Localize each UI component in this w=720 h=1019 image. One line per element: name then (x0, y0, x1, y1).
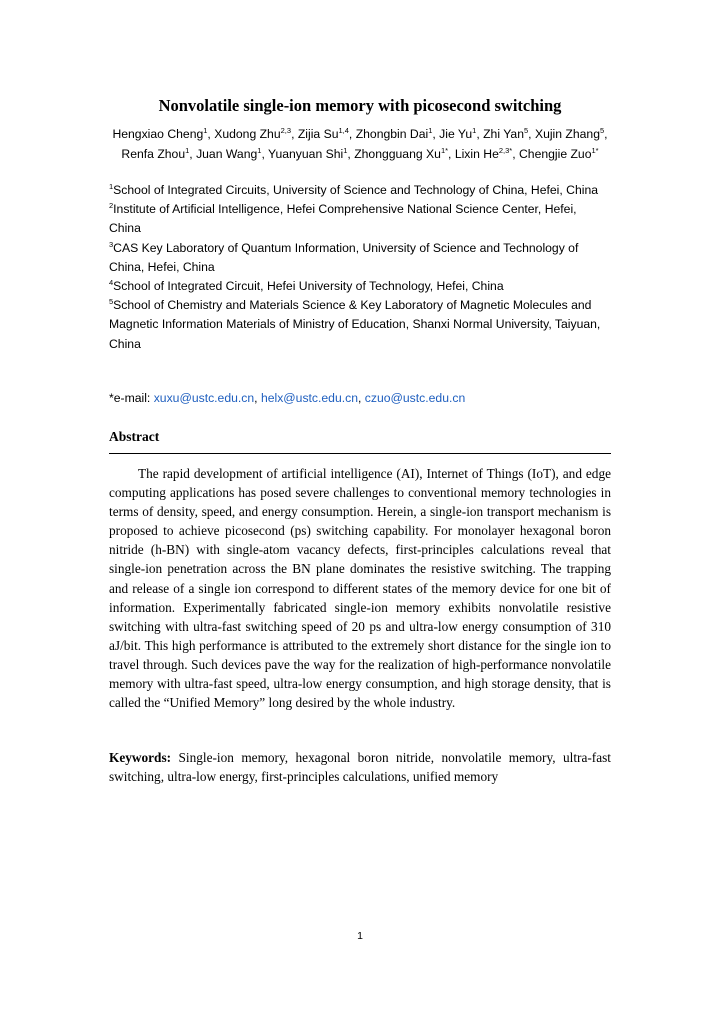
email-link-3[interactable]: czuo@ustc.edu.cn (364, 391, 466, 405)
affiliation-item (109, 239, 611, 277)
author-list: Hengxiao Cheng$^1$, Xudong Zhu$^{2,3}$, Zijia Su$^{1,4}$, Zhongbin Dai$^1$, Jie Yu$^1$, Zhi Yan$^5$, Xujin Zhang$^5$, Renfa Zhou$^1$, Juan Wang$^1$, Yuanyuan Shi$^1$, Zhongguang $Xu^{1*}$, Lixin $He^{2,3*}$, Chengjie Zuo$^{1*}$ (112, 125, 608, 161)
author-name: Juan Wang (196, 146, 258, 161)
author-affiliation-mark: 1,4 (338, 125, 349, 135)
affiliation-number: 2 (109, 201, 114, 211)
abstract-heading: Abstract (109, 429, 160, 444)
abstract-text: The rapid development of artificial intelligence (AI), Internet of Things (IoT), and edge computing applications has posed severe challenges to conventional memory technologies in terms of density, speed, and energy consumption. Herein, a single-ion transport mechanism is proposed to achieve picosecond (ps) switching capability. For monolayer hexagonal boron nitride (h-BN) with single-atom vacancy defects, first-principles calculations reveal that single-ion penetration across the BN plane dominates the resistive switching. The trapping and release of a single ion correspond to different states of the memory device for one bit of information. Experimentally fabricated single-ion memory exhibits nonvolatile resistive switching with ultra-fast switching speed of 20 ps and ultra-low energy consumption of 310 aJ/bit. This high performance is attributed to the extremely short distance for the single ion to travel through. Such devices pave the way for the realization of high-performance nonvolatile memory with ultra-fast speed, ultra-low energy consumption, and high storage density, that is called the “Unified Memory” long desired by the whole industry. (109, 466, 611, 711)
affiliation-number: 1 (109, 181, 114, 191)
author-name: Yuanyuan Shi (268, 146, 344, 161)
author-affiliation-mark: 1 (343, 145, 348, 155)
affiliation-item (109, 296, 611, 354)
author-name: Zhongbin Dai (355, 127, 429, 141)
author-name: Chengjie Zuo (518, 146, 592, 161)
paper-title: Nonvolatile single-ion memory with picosecond switching (158, 96, 562, 115)
keywords-text: Single-ion memory, hexagonal boron nitride, nonvolatile memory, ultra-fast switching, ultra-low energy, first-principles calculations, unified memory (109, 750, 611, 785)
author-name: Lixin He (454, 146, 499, 161)
email-separator: , (358, 391, 365, 405)
author-name: Hengxiao Cheng (112, 127, 204, 141)
author-affiliation-mark: 2,3* (498, 145, 513, 155)
keywords-label: Keywords: (109, 750, 172, 765)
affiliation-text: Institute of Artificial Intelligence, Hefei Comprehensive National Science Center, Hefei, China (109, 202, 577, 236)
author-name: Xudong Zhu (214, 127, 281, 141)
author-name: Renfa Zhou (121, 146, 186, 161)
author-affiliation-mark: 5 (523, 125, 529, 135)
author-affiliation-mark: 1 (472, 125, 477, 135)
author-affiliation-mark: 5 (599, 125, 605, 135)
author-affiliation-mark: 1* (591, 145, 599, 155)
author-name: Xujin Zhang (534, 127, 600, 141)
affiliation-item (109, 277, 611, 296)
author-name: Jie Yu (439, 127, 473, 141)
correspondence-email (109, 389, 465, 408)
affiliation-number: 3 (109, 239, 114, 249)
keywords-paragraph (109, 748, 611, 786)
affiliation-item (109, 200, 611, 238)
author-affiliation-mark: 1 (428, 125, 433, 135)
affiliation-number: 4 (109, 277, 114, 287)
author-name: Zhongguang Xu (354, 146, 441, 161)
email-link-1[interactable]: xuxu@ustc.edu.cn (153, 391, 255, 405)
email-link-2[interactable]: helx@ustc.edu.cn (260, 391, 358, 405)
email-separator: , (254, 391, 261, 405)
author-affiliation-mark: 1 (257, 145, 262, 155)
affiliation-list (109, 181, 611, 354)
author-name: Zijia Su (297, 127, 339, 141)
affiliation-text: CAS Key Laboratory of Quantum Information, University of Science and Technology of China, Hefei, China (109, 240, 579, 274)
affiliation-text: School of Integrated Circuit, Hefei University of Technology, Hefei, China (113, 279, 504, 294)
email-label: *e-mail: (109, 391, 154, 405)
affiliation-number: 5 (109, 297, 114, 307)
affiliation-text: School of Chemistry and Materials Science & Key Laboratory of Magnetic Molecules and Magnetic Information Materials of Ministry of Education, Shanxi Normal University, Taiyuan, China (109, 298, 601, 351)
affiliation-item (109, 181, 611, 200)
page-number: 1 (357, 930, 363, 942)
author-affiliation-mark: 1 (185, 145, 190, 155)
author-name: Zhi Yan (483, 127, 524, 141)
author-affiliation-mark: 1 (203, 125, 208, 135)
author-affiliation-mark: 1* (440, 145, 449, 155)
abstract-divider (109, 453, 611, 454)
affiliation-text: School of Integrated Circuits, University of Science and Technology of China, Hefei, China (113, 183, 598, 197)
author-affiliation-mark: 2,3 (280, 125, 292, 135)
